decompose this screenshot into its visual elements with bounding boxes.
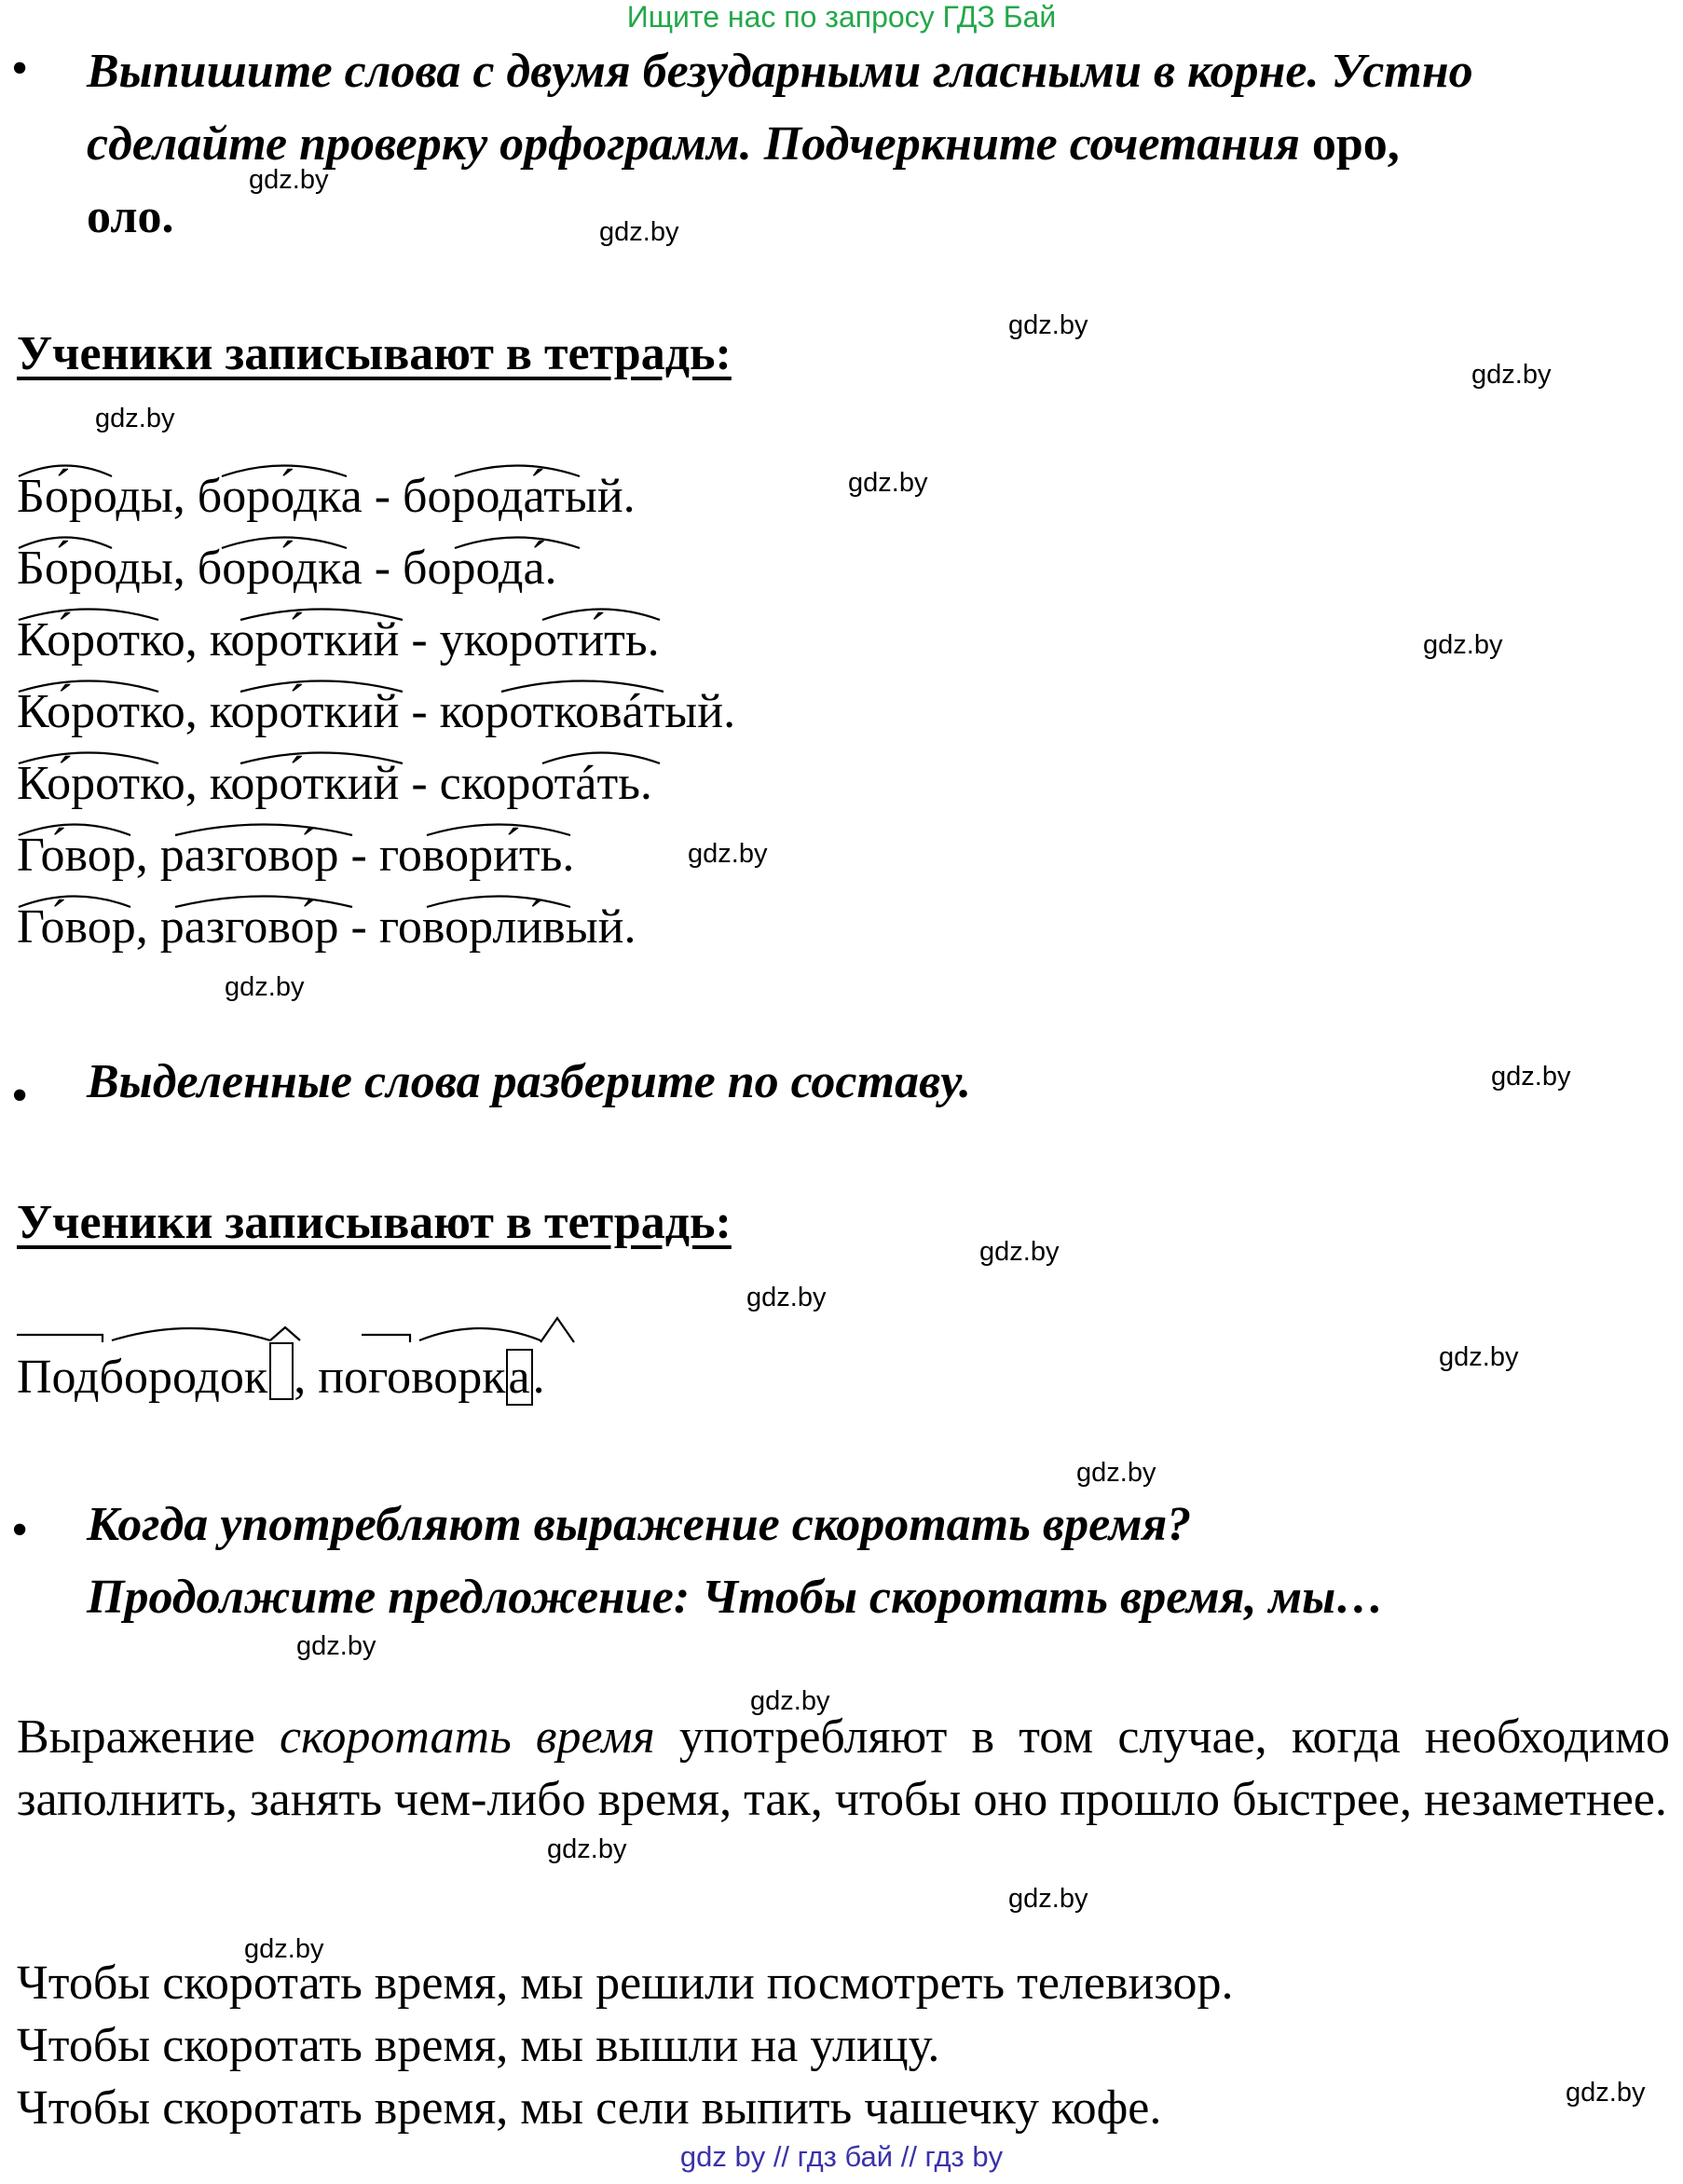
task-1-line-2: сделайте проверку орфограмм. Подчеркните сочетания оро,: [87, 117, 1400, 171]
watermark: gdz.by: [1008, 1884, 1088, 1914]
task-3-line-1: Когда употребляют выражение скоротать время?: [87, 1498, 1192, 1551]
ending-box: а: [506, 1349, 533, 1406]
watermark: gdz.by: [244, 1934, 324, 1964]
suffix-mark: [270, 1327, 300, 1340]
top-banner: Ищите нас по запросу ГДЗ Бай: [626, 0, 1057, 34]
sentence-1: Чтобы скоротать время, мы решили посмотреть телевизор.: [17, 1957, 1234, 2010]
task-3-line-2: Продолжите предложение: Чтобы скоротать время, мы…: [87, 1571, 1385, 1624]
root-arc: [112, 1328, 270, 1340]
prefix-mark: [362, 1335, 410, 1342]
watermark: gdz.by: [1076, 1458, 1156, 1488]
watermark: gdz.by: [547, 1834, 627, 1864]
watermark: gdz.by: [848, 468, 928, 498]
watermark: gdz.by: [1491, 1062, 1571, 1092]
suffix-mark: [540, 1318, 574, 1342]
heading-1: Ученики записывают в тетрадь:: [17, 327, 732, 380]
task-1-line-1: Выпишите слова с двумя безударными гласными в корне. Устно: [87, 45, 1473, 98]
root-arc: [419, 1328, 540, 1340]
word-line-5: Ко́ротко, коро́ткий - скоротáть.: [17, 757, 652, 810]
footer: gdz by // гдз бай // гдз by: [679, 2140, 1004, 2173]
watermark: gdz.by: [746, 1283, 827, 1312]
watermark: gdz.by: [599, 217, 679, 247]
watermark: gdz.by: [750, 1686, 830, 1716]
sentence-3: Чтобы скоротать время, мы сели выпить чашечку кофе.: [17, 2081, 1162, 2135]
task-2: Выделенные слова разберите по составу.: [87, 1055, 971, 1108]
word-line-3: Ко́ротко, коро́ткий - укороти́ть.: [17, 613, 660, 666]
watermark: gdz.by: [1439, 1342, 1519, 1372]
prefix-mark: [17, 1335, 103, 1342]
task-1: [87, 35, 1473, 254]
watermark: gdz.by: [1471, 360, 1552, 390]
word-line-6: Го́вор, разгово́р - говори́ть.: [17, 829, 575, 882]
watermark: gdz.by: [296, 1631, 376, 1661]
task-3: [87, 1489, 1384, 1634]
watermark: gdz.by: [979, 1237, 1060, 1267]
answer-phrase: скоротать время: [279, 1710, 655, 1764]
watermark: gdz.by: [1566, 2078, 1646, 2108]
word-line-7: Го́вор, разгово́р - говорли́вый.: [17, 900, 636, 954]
watermark: gdz.by: [1008, 310, 1088, 340]
bullet: •: [11, 42, 29, 95]
heading-2: Ученики записывают в тетрадь:: [17, 1196, 732, 1249]
bullet: •: [11, 1069, 29, 1122]
bullet: •: [11, 1504, 29, 1557]
ending-box: [269, 1342, 294, 1400]
answer-paragraph: Выражение скоротать время употребляют в том случае, когда необходимо заполнить, занять чем-либо время, так, чтобы оно прошло быстрее, незаметнее.: [17, 1710, 1671, 1826]
sentence-2: Чтобы скоротать время, мы вышли на улицу.: [17, 2019, 940, 2072]
word-line-1: Бо́роды, боро́дка - борода́тый.: [17, 470, 636, 523]
watermark: gdz.by: [1423, 630, 1503, 660]
task-1-line-3: оло.: [87, 190, 174, 243]
watermark: gdz.by: [95, 404, 175, 433]
word-line-2: Бо́роды, боро́дка - борода́.: [17, 542, 557, 595]
word-pogovorka: поговорк: [318, 1351, 506, 1404]
word-podborodok: Подбородок: [17, 1351, 268, 1404]
watermark: gdz.by: [225, 972, 305, 1002]
watermark: gdz.by: [249, 165, 329, 195]
composition-line: Подбородок , поговорка.: [17, 1342, 545, 1405]
word-line-4: Ко́ротко, коро́ткий - коротковáтый.: [17, 685, 736, 738]
watermark: gdz.by: [688, 839, 768, 869]
